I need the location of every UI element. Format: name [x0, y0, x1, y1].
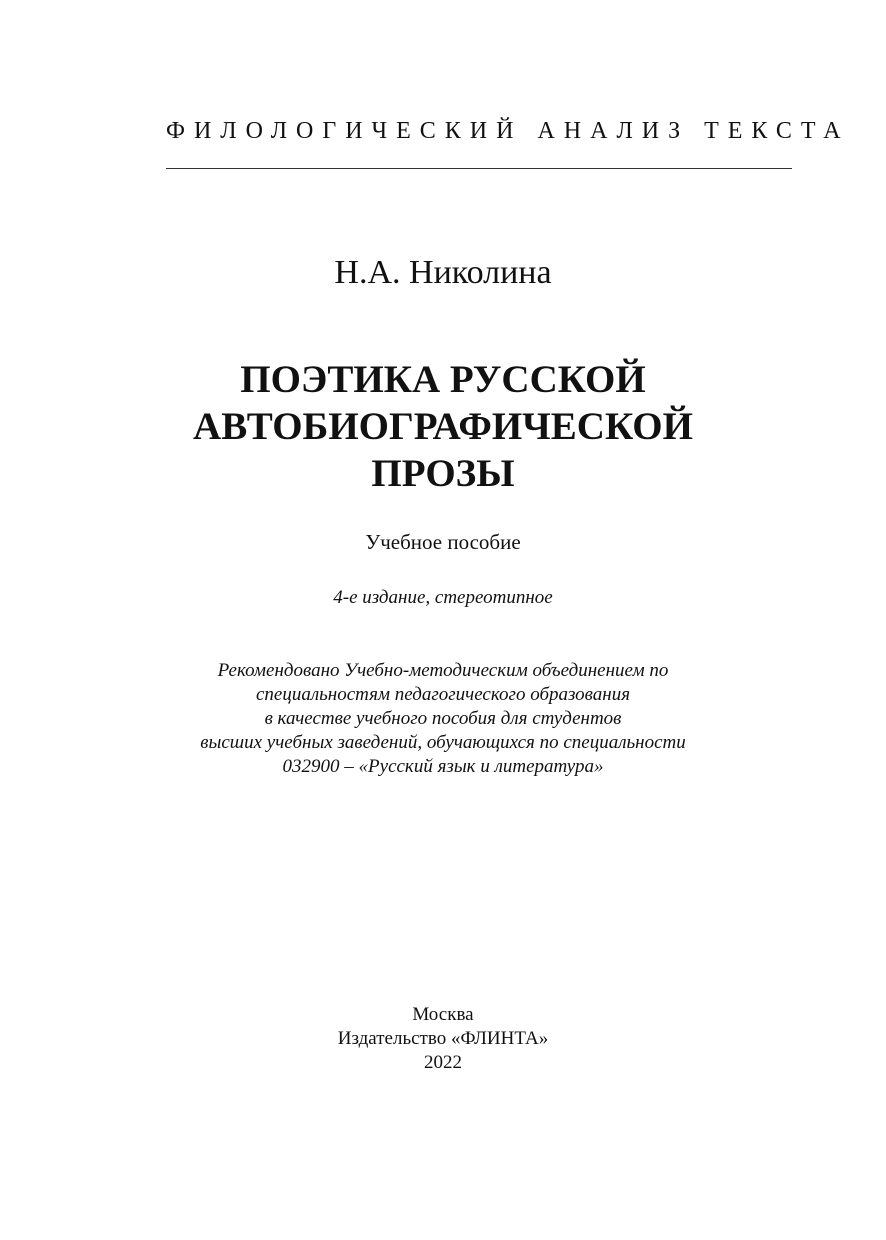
recommendation-line: Рекомендовано Учебно-методическим объединением по	[217, 660, 669, 681]
imprint-city: Москва	[412, 1004, 474, 1025]
edition-note: 4-е издание, стереотипное	[333, 587, 553, 608]
recommendation-line: специальностям педагогического образования	[255, 684, 631, 705]
book-title-line: ПОЭТИКА РУССКОЙ	[240, 358, 646, 401]
recommendation-line: 032900 – «Русский язык и литература»	[282, 756, 604, 777]
document-type: Учебное пособие	[365, 530, 521, 554]
series-title: ФИЛОЛОГИЧЕСКИЙ АНАЛИЗ ТЕКСТА	[166, 118, 850, 144]
imprint	[0, 1003, 886, 1075]
book-title-line: ПРОЗЫ	[371, 452, 515, 495]
book-title-line: АВТОБИОГРАФИЧЕСКОЙ	[193, 405, 693, 448]
recommendation-line: в качестве учебного пособия для студентов	[264, 708, 622, 729]
book-title	[0, 356, 886, 497]
author-name: Н.А. Николина	[334, 254, 552, 291]
imprint-year: 2022	[424, 1052, 462, 1073]
recommendation-note	[0, 659, 886, 779]
series-divider	[166, 168, 792, 169]
recommendation-line: высших учебных заведений, обучающихся по специальности	[200, 732, 686, 753]
imprint-publisher: Издательство «ФЛИНТА»	[337, 1028, 549, 1049]
